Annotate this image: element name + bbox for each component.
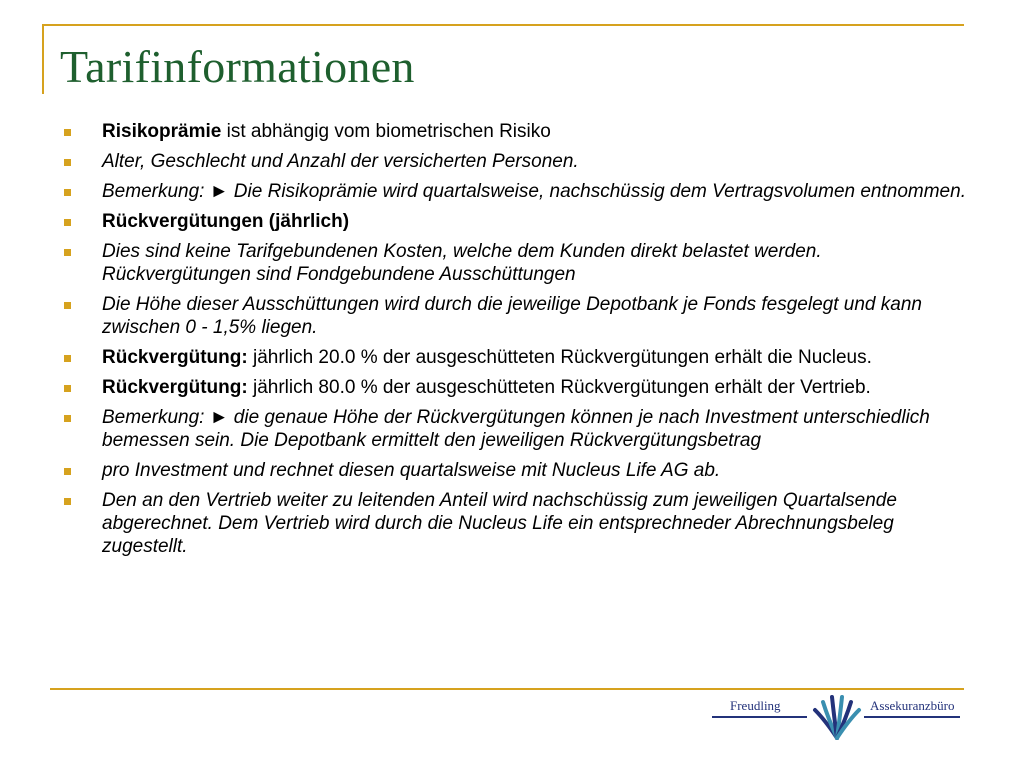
top-rule xyxy=(42,24,964,26)
bullet-text xyxy=(102,151,579,172)
bottom-rule xyxy=(50,688,964,690)
bullet-item xyxy=(62,180,974,203)
bullet-body-text: Die Höhe dieser Ausschüttungen wird durch die jeweilige Depotbank je Fonds fesgelegt und kann zwischen 0 - 1,5% liegen. xyxy=(102,294,922,338)
bullet-item xyxy=(62,346,974,369)
bullet-square-icon xyxy=(64,302,71,309)
bullet-body-text: pro Investment und rechnet diesen quartalsweise mit Nucleus Life AG ab. xyxy=(102,460,721,481)
bullet-list xyxy=(62,120,974,565)
bullet-item xyxy=(62,376,974,399)
bullet-text xyxy=(102,377,871,398)
bullet-bold-text: Rückvergütung: xyxy=(102,347,248,368)
bullet-square-icon xyxy=(64,219,71,226)
bullet-square-icon xyxy=(64,189,71,196)
bullet-body-text: Bemerkung: ► Die Risikoprämie wird quartalsweise, nachschüssig dem Vertragsvolumen entnommen. xyxy=(102,181,966,202)
bullet-body-text: jährlich 20.0 % der ausgeschütteten Rückvergütungen erhält die Nucleus. xyxy=(247,347,872,368)
bullet-item xyxy=(62,240,974,286)
bullet-bold-text: Risikoprämie xyxy=(102,121,222,142)
bullet-square-icon xyxy=(64,159,71,166)
bullet-square-icon xyxy=(64,385,71,392)
bullet-item xyxy=(62,120,974,143)
bullet-text xyxy=(102,294,922,338)
company-logo xyxy=(712,694,962,742)
bullet-body-text: Bemerkung: ► die genaue Höhe der Rückvergütungen können je nach Investment unterschiedlich bemessen sein. Die Depotbank ermittelt den jeweiligen Rückvergütungsbetrag xyxy=(102,407,930,451)
bullet-body-text: Alter, Geschlecht und Anzahl der versicherten Personen. xyxy=(102,151,579,172)
bullet-square-icon xyxy=(64,249,71,256)
bullet-bold-text: Rückvergütungen (jährlich) xyxy=(102,211,350,232)
bullet-text xyxy=(102,181,966,202)
bullet-square-icon xyxy=(64,129,71,136)
bullet-body-text: Den an den Vertrieb weiter zu leitenden Anteil wird nachschüssig zum jeweiligen Quartalsende abgerechnet. Dem Vertrieb wird durch die Nucleus Life ein entsprechneder Abrechnungsbeleg zugestellt. xyxy=(102,490,897,557)
bullet-square-icon xyxy=(64,355,71,362)
bullet-bold-text: Rückvergütung: xyxy=(102,377,248,398)
logo-left-text: Freudling xyxy=(730,698,781,713)
bullet-square-icon xyxy=(64,498,71,505)
bullet-text xyxy=(102,407,930,451)
bullet-item xyxy=(62,150,974,173)
left-rule xyxy=(42,24,44,94)
bullet-body-text: jährlich 80.0 % der ausgeschütteten Rückvergütungen erhält der Vertrieb. xyxy=(247,377,871,398)
bullet-item xyxy=(62,489,974,558)
bullet-item xyxy=(62,406,974,452)
bullet-text xyxy=(102,490,897,557)
bullet-text xyxy=(102,121,551,142)
logo-left-line xyxy=(712,716,807,718)
bullet-text xyxy=(102,211,349,232)
bullet-body-text: Dies sind keine Tarifgebundenen Kosten, welche dem Kunden direkt belastet werden. Rückvergütungen sind Fondgebundene Ausschüttungen xyxy=(102,241,822,285)
bullet-item xyxy=(62,293,974,339)
bullet-item xyxy=(62,459,974,482)
bullet-item xyxy=(62,210,974,233)
logo-right-text: Assekuranzbüro xyxy=(870,698,955,713)
bullet-text xyxy=(102,347,872,368)
bullet-square-icon xyxy=(64,415,71,422)
bullet-text xyxy=(102,241,822,285)
bullet-body-text: ist abhängig vom biometrischen Risiko xyxy=(221,121,551,142)
slide-title: Tarifinformationen xyxy=(60,41,415,92)
bullet-text xyxy=(102,460,720,481)
bullet-square-icon xyxy=(64,468,71,475)
fan-logo-icon xyxy=(812,694,862,740)
logo-right-line xyxy=(864,716,960,718)
